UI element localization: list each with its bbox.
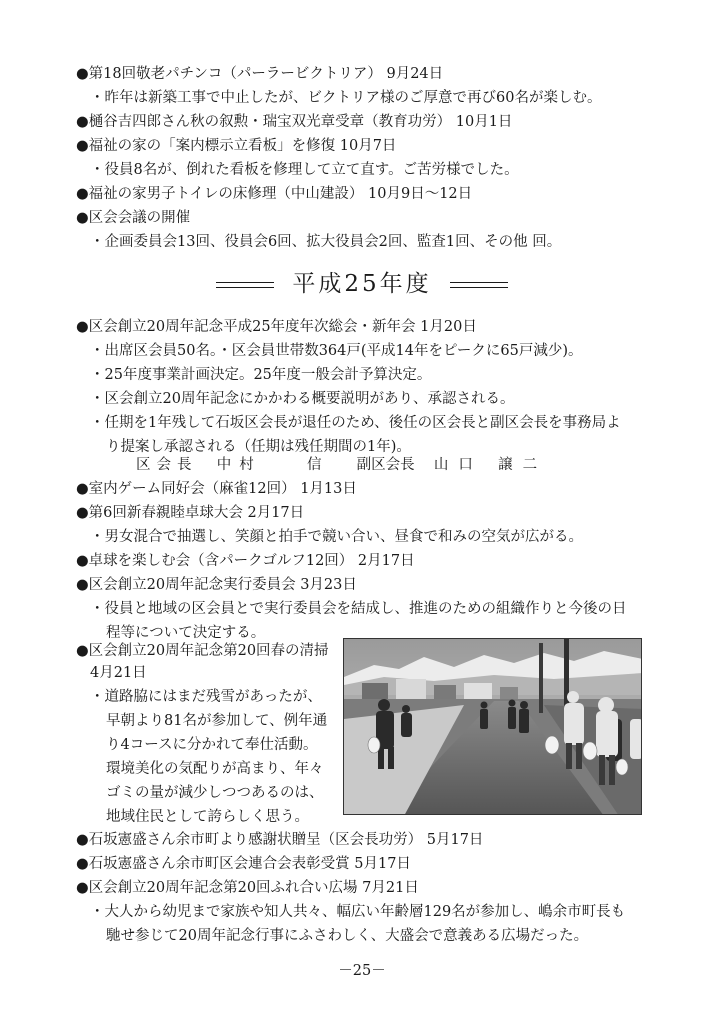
list-item-date: 4月21日 [90, 665, 147, 681]
list-subitem-continued: り提案し承認される（任期は残任期間の1年)。 [106, 439, 411, 455]
list-subitem-continued: り4コースに分かれて奉仕活動。 [106, 737, 318, 753]
year-heading [0, 268, 724, 300]
list-subitem: ・男女混合で抽選し、笑顔と拍手で競い合い、昼食で和みの空気が広がる。 [90, 529, 583, 545]
list-subitem-continued: 馳せ参じて20周年記念行事にふさわしく、大盛会で意義ある広場だった。 [106, 928, 589, 944]
chair-given-name: 信 [306, 457, 322, 473]
vice-given-name: 譲二 [498, 457, 548, 473]
list-subitem-continued: 地域住民として誇らしく思う。 [106, 809, 309, 825]
list-subitem: ・大人から幼児まで家族や知人共々、幅広い年齢層129名が参加し、嶋余市町長も [90, 904, 626, 920]
list-subitem: ・任期を1年残して石坂区会長が退任のため、後任の区会長と副区会長を事務局よ [90, 415, 621, 431]
list-subitem: ・25年度事業計画決定。25年度一般会計予算決定。 [90, 367, 432, 383]
list-item: ●樋谷吉四郎さん秋の叙勲・瑞宝双光章受章（教育功労） 10月1日 [76, 114, 513, 130]
heading-rule-left [216, 282, 274, 288]
list-subitem-continued: ゴミの量が減少しつつあるのは、 [106, 785, 324, 801]
list-subitem: ・区会創立20周年記念にかかわる概要説明があり、承認される。 [90, 391, 515, 407]
spring-cleanup-photo [343, 638, 642, 815]
list-item: ●区会創立20周年記念実行委員会 3月23日 [76, 577, 357, 593]
list-subitem: ・昨年は新築工事で中止したが、ビクトリア様のご厚意で再び60名が楽しむ。 [90, 90, 602, 106]
list-item: ●区会会議の開催 [76, 210, 191, 226]
list-subitem: ・出席区会員50名。・区会員世帯数364戸(平成14年をピークに65戸減少)。 [90, 343, 583, 359]
list-subitem-continued: 早朝より81名が参加して、例年通 [106, 713, 328, 729]
list-item: ●区会創立20周年記念第20回春の清掃 [76, 643, 329, 659]
list-item: ●福祉の家男子トイレの床修理（中山建設） 10月9日～12日 [76, 186, 473, 202]
vice-family-name: 山口 [433, 457, 483, 473]
list-item: ●石坂憲盛さん余市町区会連合会表彰受賞 5月17日 [76, 856, 411, 872]
chair-family-name: 中村 [216, 457, 262, 473]
list-subitem: ・役員と地域の区会員とで実行委員会を結成し、推進のための組織作りと今後の日 [90, 601, 627, 617]
year-heading-text: 平成25年度 [292, 271, 432, 297]
list-subitem: ・企画委員会13回、役員会6回、拡大役員会2回、監査1回、その他 回。 [90, 234, 562, 250]
list-subitem: ・道路脇にはまだ残雪があったが、 [90, 689, 322, 705]
vice-chair-title: 副区会長 [356, 457, 415, 473]
list-item: ●区会創立20周年記念平成25年度年次総会・新年会 1月20日 [76, 319, 477, 335]
photo-illustration [344, 639, 642, 815]
list-item: ●福祉の家の「案内標示立看板」を修復 10月7日 [76, 138, 397, 154]
chair-title: 区会長 [136, 457, 198, 473]
list-item: ●石坂憲盛さん余市町より感謝状贈呈（区会長功労） 5月17日 [76, 832, 484, 848]
list-item: ●第18回敬老パチンコ（パーラービクトリア） 9月24日 [76, 66, 444, 82]
list-subitem-continued: 程等について決定する。 [106, 625, 266, 641]
list-item: ●第6回新春親睦卓球大会 2月17日 [76, 505, 305, 521]
officers-line [136, 454, 547, 476]
list-subitem: ・役員8名が、倒れた看板を修理して立て直す。ご苦労様でした。 [90, 162, 519, 178]
list-item: ●卓球を楽しむ会（含パークゴルフ12回） 2月17日 [76, 553, 415, 569]
heading-rule-right [450, 282, 508, 288]
list-item: ●区会創立20周年記念第20回ふれ合い広場 7月21日 [76, 880, 419, 896]
page-number: －25－ [338, 963, 386, 979]
list-item: ●室内ゲーム同好会（麻雀12回） 1月13日 [76, 481, 357, 497]
list-subitem-continued: 環境美化の気配りが高まり、年々 [106, 761, 324, 777]
